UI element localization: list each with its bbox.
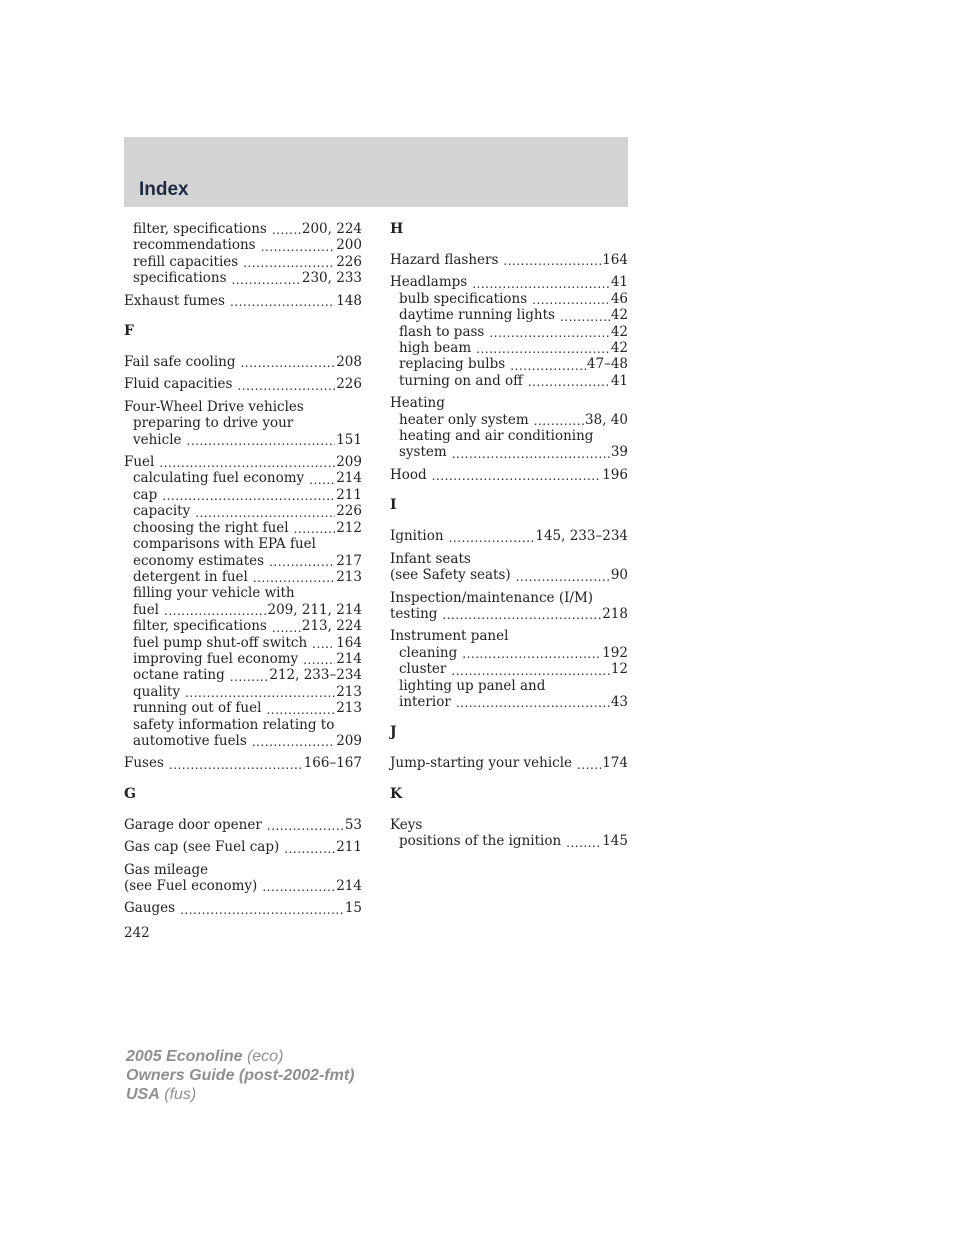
dot-leader: [560, 311, 610, 324]
index-entry: [124, 862, 362, 878]
dot-leader: [267, 820, 344, 833]
index-entry: [390, 528, 628, 544]
entry-page-ref: 42: [610, 323, 628, 340]
index-entry: [124, 354, 362, 370]
dot-leader: [237, 380, 335, 393]
entry-text: heater only system: [399, 411, 529, 428]
dot-leader: [303, 654, 335, 667]
footer-model-code: (eco): [246, 1048, 284, 1065]
dot-leader: [185, 687, 335, 700]
dot-leader: [180, 904, 344, 917]
dot-leader: [261, 241, 336, 254]
dot-leader: [195, 507, 335, 520]
entry-page-ref: 151: [336, 431, 362, 448]
index-subentry: [390, 678, 628, 694]
dot-leader: [510, 360, 586, 373]
document-footer: [126, 1047, 354, 1104]
footer-market-code: (fus): [164, 1086, 197, 1103]
entry-text: Hood: [390, 466, 427, 483]
entry-page-ref: 53: [344, 816, 362, 833]
index-subentry: [390, 324, 628, 340]
index-subentry: [124, 618, 362, 634]
entry-page-ref: 38, 40: [585, 411, 628, 428]
index-entry: [390, 606, 628, 622]
entry-text: positions of the ignition: [399, 833, 562, 850]
entry-page-ref: 218: [602, 605, 628, 622]
dot-leader: [240, 357, 335, 370]
footer-guide: Owners Guide (post-2002-fmt): [126, 1067, 355, 1084]
entry-text: calculating fuel economy: [133, 470, 305, 487]
index-entry: [390, 252, 628, 268]
entry-page-ref: 211: [336, 839, 362, 856]
index-subentry: [390, 428, 628, 444]
entry-page-ref: 46: [610, 290, 628, 307]
entry-text: filter, specifications: [133, 618, 267, 635]
entry-text: Ignition: [390, 528, 444, 545]
footer-market: USA: [126, 1086, 160, 1103]
entry-text: heating and air conditioning: [399, 428, 594, 445]
index-subentry: [124, 237, 362, 253]
index-subentry: [124, 635, 362, 651]
entry-text: interior: [399, 693, 451, 710]
entry-text: running out of fuel: [133, 700, 262, 717]
section-letter: G: [124, 785, 136, 802]
entry-page-ref: 214: [336, 878, 362, 894]
index-subentry: [124, 221, 362, 237]
entry-text: preparing to drive your: [133, 415, 294, 432]
entry-page-ref: 226: [336, 376, 362, 393]
entry-text: Gauges: [124, 900, 176, 917]
entry-text: Fuel: [124, 454, 155, 471]
entry-page-ref: 41: [610, 274, 628, 291]
entry-text: Jump-starting your vehicle: [390, 755, 573, 772]
entry-page-ref: 43: [610, 693, 628, 710]
entry-text: Infant seats: [390, 550, 471, 567]
entry-page-ref: 192: [602, 644, 628, 661]
entry-text: flash to pass: [399, 323, 485, 340]
index-subentry: [390, 412, 628, 428]
dot-leader: [449, 532, 535, 545]
index-entry: [390, 467, 628, 483]
dot-leader: [252, 736, 335, 749]
index-column-left: [124, 221, 362, 917]
dot-leader: [187, 435, 336, 448]
index-entry: [124, 817, 362, 833]
index-subentry: [124, 585, 362, 601]
entry-text: Four-Wheel Drive vehicles: [124, 398, 304, 415]
entry-page-ref: 42: [610, 340, 628, 357]
entry-page-ref: 196: [602, 466, 628, 483]
entry-text: Fuses: [124, 755, 164, 772]
entry-text: Instrument panel: [390, 628, 509, 645]
entry-page-ref: 12: [610, 661, 628, 678]
entry-page-ref: 211: [336, 486, 362, 503]
entry-text: filter, specifications: [133, 221, 267, 237]
footer-model: 2005 Econoline: [126, 1048, 243, 1065]
entry-text: recommendations: [133, 237, 256, 254]
index-entry: [124, 755, 362, 771]
index-subentry: [390, 356, 628, 372]
index-subentry: [390, 694, 628, 710]
dot-leader: [528, 376, 610, 389]
dot-leader: [566, 837, 601, 850]
dot-leader: [230, 296, 335, 309]
entry-text: Fail safe cooling: [124, 354, 236, 371]
entry-page-ref: 213: [336, 683, 362, 700]
entry-page-ref: 209: [336, 454, 362, 471]
entry-text: capacity: [133, 503, 191, 520]
entry-text: cluster: [399, 661, 447, 678]
dot-leader: [284, 843, 335, 856]
index-entry: [124, 878, 362, 894]
entry-text: Garage door opener: [124, 816, 262, 833]
index-entry: [124, 293, 362, 309]
entry-text: Exhaust fumes: [124, 292, 225, 309]
index-subentry: [390, 307, 628, 323]
entry-text: cap: [133, 486, 158, 503]
entry-page-ref: 213: [336, 700, 362, 717]
entry-text: system: [399, 444, 447, 461]
entry-text: Gas mileage: [124, 861, 209, 878]
index-entry: [124, 839, 362, 855]
index-entry: [390, 395, 628, 411]
page-number: 242: [124, 925, 150, 941]
entry-text: (see Fuel economy): [124, 878, 258, 894]
index-subentry: [390, 340, 628, 356]
entry-text: fuel pump shut-off switch: [133, 634, 308, 651]
index-subentry: [124, 700, 362, 716]
entry-page-ref: 174: [602, 755, 628, 772]
index-subentry: [124, 415, 362, 431]
entry-page-ref: 200: [336, 237, 362, 254]
index-subentry: [124, 667, 362, 683]
entry-text: Gas cap (see Fuel cap): [124, 839, 280, 856]
dot-leader: [516, 571, 610, 584]
section-letter: I: [390, 497, 397, 514]
dot-leader: [164, 605, 267, 618]
entry-page-ref: 41: [610, 372, 628, 389]
entry-page-ref: 208: [336, 354, 362, 371]
index-subentry: [390, 291, 628, 307]
entry-page-ref: 213, 224: [301, 618, 362, 635]
entry-page-ref: 39: [610, 444, 628, 461]
entry-text: Keys: [390, 816, 423, 833]
index-entry: [390, 274, 628, 290]
index-subentry: [124, 503, 362, 519]
index-subentry: [124, 536, 362, 552]
index-subentry: [124, 553, 362, 569]
dot-leader: [162, 490, 335, 503]
entry-text: detergent in fuel: [133, 568, 248, 585]
entry-page-ref: 145: [602, 833, 628, 850]
index-entry: [390, 817, 628, 833]
entry-page-ref: 226: [336, 253, 362, 270]
index-entry: [124, 376, 362, 392]
index-subentry: [390, 833, 628, 849]
index-subentry: [124, 569, 362, 585]
section-letter: F: [124, 323, 134, 340]
dot-leader: [169, 759, 303, 772]
page-title: Index: [139, 179, 189, 200]
dot-leader: [452, 448, 610, 461]
dot-leader: [312, 638, 335, 651]
entry-text: replacing bulbs: [399, 356, 506, 373]
dot-leader: [462, 648, 601, 661]
entry-text: Fluid capacities: [124, 376, 233, 393]
index-subentry: [124, 684, 362, 700]
entry-text: octane rating: [133, 667, 225, 684]
index-subentry: [390, 373, 628, 389]
dot-leader: [266, 704, 335, 717]
entry-page-ref: 209, 211, 214: [267, 601, 362, 618]
entry-page-ref: 213: [336, 568, 362, 585]
dot-leader: [269, 556, 335, 569]
entry-page-ref: 164: [602, 252, 628, 268]
entry-text: refill capacities: [133, 253, 239, 270]
entry-text: Heating: [390, 395, 445, 412]
index-entry: [390, 567, 628, 583]
dot-leader: [489, 327, 609, 340]
index-subentry: [124, 651, 362, 667]
index-entry: [124, 454, 362, 470]
entry-text: daytime running lights: [399, 307, 555, 324]
entry-text: lighting up panel and: [399, 677, 546, 694]
entry-text: testing: [390, 605, 438, 622]
index-subentry: [124, 432, 362, 448]
dot-leader: [432, 470, 602, 483]
entry-page-ref: 209: [336, 732, 362, 749]
index-entry: [390, 590, 628, 606]
entry-page-ref: 15: [344, 900, 362, 917]
entry-page-ref: 145, 233–234: [535, 528, 628, 545]
entry-page-ref: 230, 233: [301, 270, 362, 287]
index-subentry: [124, 733, 362, 749]
entry-text: high beam: [399, 340, 472, 357]
index-subentry: [390, 661, 628, 677]
dot-leader: [253, 572, 335, 585]
index-subentry: [390, 444, 628, 460]
entry-text: Headlamps: [390, 274, 468, 291]
index-entry: [390, 628, 628, 644]
entry-text: specifications: [133, 270, 227, 287]
index-header-bar: [124, 137, 628, 207]
entry-text: Inspection/maintenance (I/M): [390, 589, 594, 606]
entry-text: bulb specifications: [399, 290, 528, 307]
entry-page-ref: 42: [610, 307, 628, 324]
dot-leader: [243, 257, 335, 270]
index-subentry: [124, 254, 362, 270]
dot-leader: [309, 474, 335, 487]
footer-line-guide: [126, 1066, 354, 1085]
dot-leader: [503, 255, 601, 268]
dot-leader: [232, 274, 301, 287]
entry-page-ref: 47–48: [586, 356, 628, 373]
entry-page-ref: 164: [336, 634, 362, 651]
dot-leader: [230, 671, 269, 684]
dot-leader: [476, 343, 610, 356]
index-subentry: [124, 487, 362, 503]
entry-page-ref: 214: [336, 470, 362, 487]
dot-leader: [456, 697, 610, 710]
section-letter: J: [390, 724, 397, 741]
index-subentry: [124, 717, 362, 733]
dot-leader: [577, 759, 601, 772]
entry-text: safety information relating to: [133, 716, 335, 733]
entry-page-ref: 214: [336, 650, 362, 667]
dot-leader: [272, 224, 301, 237]
entry-text: quality: [133, 683, 181, 700]
entry-text: vehicle: [133, 431, 182, 448]
index-subentry: [124, 270, 362, 286]
entry-text: choosing the right fuel: [133, 519, 289, 536]
index-column-right: [390, 221, 628, 850]
entry-page-ref: 166–167: [303, 755, 362, 772]
footer-line-market: [126, 1085, 354, 1104]
entry-text: economy estimates: [133, 552, 265, 569]
entry-page-ref: 217: [336, 552, 362, 569]
entry-page-ref: 90: [610, 567, 628, 584]
index-entry: [390, 551, 628, 567]
dot-leader: [534, 415, 584, 428]
index-entry: [124, 399, 362, 415]
entry-text: cleaning: [399, 644, 458, 661]
entry-page-ref: 226: [336, 503, 362, 520]
entry-text: filling your vehicle with: [133, 585, 295, 602]
dot-leader: [262, 881, 335, 894]
index-subentry: [390, 645, 628, 661]
entry-page-ref: 200, 224: [301, 221, 362, 237]
dot-leader: [451, 665, 609, 678]
section-letter: K: [390, 785, 403, 802]
index-entry: [124, 900, 362, 916]
entry-text: turning on and off: [399, 372, 523, 389]
index-subentry: [124, 520, 362, 536]
entry-page-ref: 148: [336, 292, 362, 309]
index-subentry: [124, 470, 362, 486]
dot-leader: [532, 294, 610, 307]
dot-leader: [272, 622, 301, 635]
entry-text: automotive fuels: [133, 732, 247, 749]
entry-text: comparisons with EPA fuel: [133, 536, 316, 553]
footer-line-model: [126, 1047, 354, 1066]
dot-leader: [442, 609, 601, 622]
entry-text: improving fuel economy: [133, 650, 299, 667]
entry-page-ref: 212, 233–234: [269, 667, 362, 684]
section-letter: H: [390, 221, 404, 237]
entry-page-ref: 212: [336, 519, 362, 536]
dot-leader: [472, 278, 610, 291]
index-entry: [390, 755, 628, 771]
dot-leader: [294, 523, 336, 536]
entry-text: fuel: [133, 601, 159, 618]
index-subentry: [124, 602, 362, 618]
entry-text: Hazard flashers: [390, 252, 499, 268]
dot-leader: [159, 457, 335, 470]
entry-text: (see Safety seats): [390, 567, 511, 584]
